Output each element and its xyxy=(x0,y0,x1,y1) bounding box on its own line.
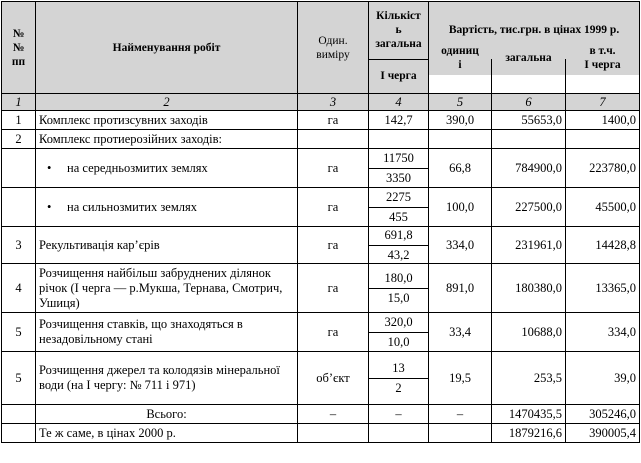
total-sum: 1879216,6 xyxy=(492,424,566,443)
row-total: 231961,0 xyxy=(492,227,566,264)
row-cost: 19,5 xyxy=(429,352,492,405)
empty-cell xyxy=(298,424,369,443)
row-cost: 66,8 xyxy=(429,149,492,188)
row-total: 10688,0 xyxy=(492,313,566,352)
table-row xyxy=(2,227,640,264)
header-qty: Кількіст ь загальна xyxy=(369,2,429,60)
colnum-7: 7 xyxy=(566,94,640,111)
qty-first: 2 xyxy=(395,380,402,395)
total-qty: – xyxy=(369,405,429,424)
header-num: № № пп xyxy=(2,2,36,94)
row-first: 45500,0 xyxy=(566,188,640,227)
row-qty-fraction xyxy=(369,352,429,405)
row-name-cell xyxy=(36,149,298,188)
header-unit: Один. виміру xyxy=(298,2,369,94)
row-first: 334,0 xyxy=(566,313,640,352)
total-first: 390005,4 xyxy=(566,424,640,443)
qty-first: 455 xyxy=(389,209,408,224)
colnum-2: 2 xyxy=(36,94,298,111)
row-num: 3 xyxy=(2,227,36,264)
row-first: 39,0 xyxy=(566,352,640,405)
works-cost-table xyxy=(1,1,640,443)
empty-cell xyxy=(298,130,369,149)
row-name: Розчищення найбільш забруднених ділянок річок (І черга — р.Мукша, Тернава, Смотрич, Ушиця) xyxy=(36,264,298,313)
row-unit: га xyxy=(298,313,369,352)
row-unit: га xyxy=(298,227,369,264)
row-qty-fraction xyxy=(369,149,429,188)
empty-cell xyxy=(2,405,36,424)
row-first: 223780,0 xyxy=(566,149,640,188)
colnum-4: 4 xyxy=(369,94,429,111)
qty-first: 10,0 xyxy=(387,334,410,349)
table-row xyxy=(2,352,640,405)
row-qty-fraction xyxy=(369,313,429,352)
qty-total: 180,0 xyxy=(369,271,429,289)
total-sum: 1470435,5 xyxy=(492,405,566,424)
total-first: 305246,0 xyxy=(566,405,640,424)
colnum-3: 3 xyxy=(298,94,369,111)
row-qty-fraction xyxy=(369,227,429,264)
row-unit: га xyxy=(298,149,369,188)
row-cost: 100,0 xyxy=(429,188,492,227)
total-row xyxy=(2,405,640,424)
qty-total: 11750 xyxy=(369,151,429,169)
row-unit: га xyxy=(298,111,369,130)
colnum-1: 1 xyxy=(2,94,36,111)
header-qty-first: І черга xyxy=(369,59,429,93)
row-first: 14428,8 xyxy=(566,227,640,264)
empty-cell xyxy=(429,424,492,443)
qty-total: 691,8 xyxy=(369,228,429,246)
qty-first: 43,2 xyxy=(387,247,410,262)
total-unit: – xyxy=(298,405,369,424)
empty-cell xyxy=(2,149,36,188)
qty-total: 2275 xyxy=(369,190,429,208)
empty-cell xyxy=(369,424,429,443)
total-label: Те ж саме, в цінах 2000 р. xyxy=(36,424,298,443)
row-total: 227500,0 xyxy=(492,188,566,227)
empty-cell xyxy=(429,130,492,149)
row-cost: 390,0 xyxy=(429,111,492,130)
empty-cell xyxy=(566,130,640,149)
row-num: 2 xyxy=(2,130,36,149)
empty-cell xyxy=(369,130,429,149)
row-name-cell xyxy=(36,188,298,227)
table-row xyxy=(2,313,640,352)
colnum-5: 5 xyxy=(429,94,492,111)
row-name: Рекультивація кар’єрів xyxy=(36,227,298,264)
row-qty-fraction xyxy=(369,264,429,313)
row-name: на середньозмитих землях xyxy=(67,160,208,175)
qty-first: 3350 xyxy=(386,170,411,185)
row-num: 1 xyxy=(2,111,36,130)
header-cost: Вартість, тис.грн. в цінах 1999 р. xyxy=(429,2,640,60)
header-name: Найменування робіт xyxy=(36,2,298,94)
row-first: 1400,0 xyxy=(566,111,640,130)
bullet-icon: • xyxy=(47,199,52,214)
column-numbers-row xyxy=(2,94,640,111)
row-qty-fraction xyxy=(369,188,429,227)
total-row xyxy=(2,424,640,443)
row-name: Розчищення ставків, що знаходяться в незадовільному стані xyxy=(36,313,298,352)
bullet-icon: • xyxy=(47,160,52,175)
row-total: 253,5 xyxy=(492,352,566,405)
row-num: 4 xyxy=(2,264,36,313)
row-cost: 33,4 xyxy=(429,313,492,352)
row-total: 784900,0 xyxy=(492,149,566,188)
qty-first: 15,0 xyxy=(387,290,410,305)
table-row xyxy=(2,111,640,130)
row-cost: 334,0 xyxy=(429,227,492,264)
qty-total: 320,0 xyxy=(369,315,429,333)
colnum-6: 6 xyxy=(492,94,566,111)
header-cost-first: в т.ч. І черга xyxy=(566,41,640,75)
empty-cell xyxy=(2,424,36,443)
row-unit: га xyxy=(298,188,369,227)
table-row xyxy=(2,188,640,227)
table-row xyxy=(2,149,640,188)
row-cost: 891,0 xyxy=(429,264,492,313)
table-row xyxy=(2,264,640,313)
table-row xyxy=(2,130,640,149)
row-name: Комплекс протиерозійних заходів: xyxy=(36,130,298,149)
header-cost-total: загальна xyxy=(492,41,566,75)
row-name: Розчищення джерел та колодязів мінеральної води (на І чергу: № 711 і 971) xyxy=(36,352,298,405)
total-cost: – xyxy=(429,405,492,424)
empty-cell xyxy=(2,188,36,227)
row-name: на сильнозмитих землях xyxy=(67,199,197,214)
row-qty: 142,7 xyxy=(369,111,429,130)
total-label: Всього: xyxy=(36,405,298,424)
row-unit: га xyxy=(298,264,369,313)
header-cost-unit: одиниц і xyxy=(429,41,492,75)
empty-cell xyxy=(492,130,566,149)
row-unit: об’єкт xyxy=(298,352,369,405)
row-first: 13365,0 xyxy=(566,264,640,313)
row-total: 180380,0 xyxy=(492,264,566,313)
qty-total: 13 xyxy=(369,361,429,379)
row-num: 5 xyxy=(2,352,36,405)
row-num: 5 xyxy=(2,313,36,352)
row-name: Комплекс протизсувних заходів xyxy=(36,111,298,130)
row-total: 55653,0 xyxy=(492,111,566,130)
